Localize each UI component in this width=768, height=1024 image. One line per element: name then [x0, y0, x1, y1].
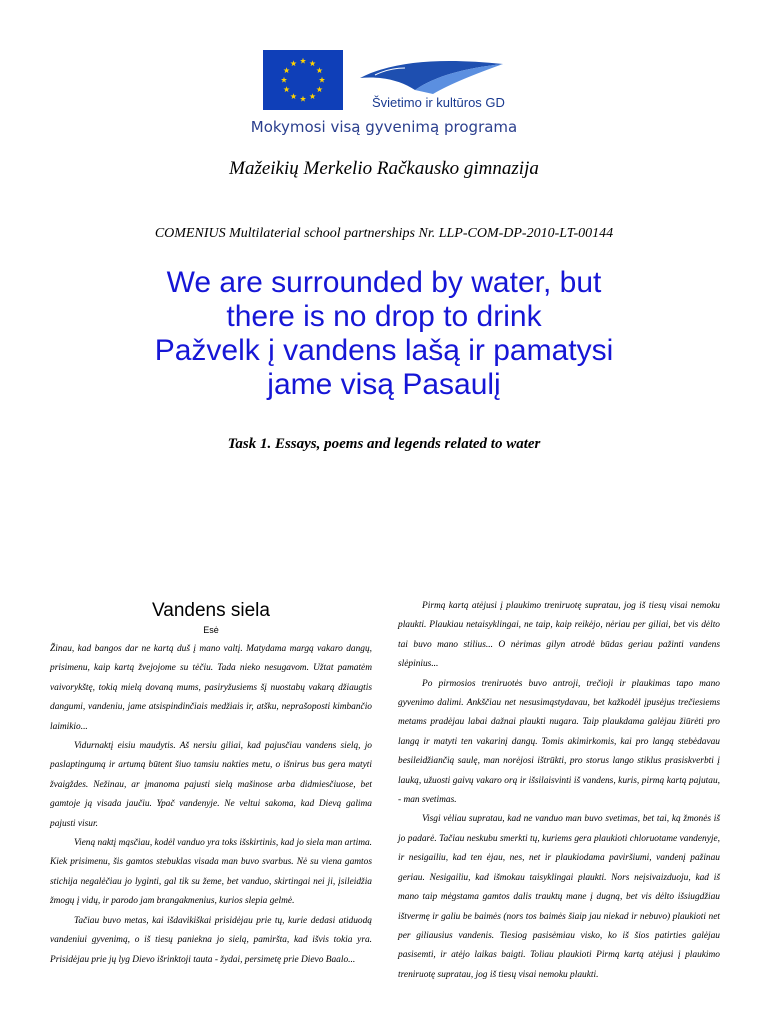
school-name: Mažeikių Merkelio Račkausko gimnazija	[229, 158, 539, 179]
eu-flag-icon	[263, 50, 343, 110]
paragraph: Vidurnaktį eisiu maudytis. Aš nersiu giliai, kad pajusčiau vandens sielą, jo paslaptingumą ir artumą būtent šiuo tamsiu nakties metu, o išnirus bus gera matyti žvaigždes. Nežinau, ar įmanoma pajusti sielą mašinose arba didmiesčiuose, bet gamtoje ją visada jaučiu. Ypač vandenyje. Ne veltui sakoma, kad Dievą galima pajusti visur.	[50, 741, 372, 829]
programme-name: Mokymosi visą gyvenimą programa	[250, 118, 518, 136]
paragraph: Pirmą kartą atėjusi į plaukimo treniruotę supratau, jog iš tiesų visai nemoku plaukti. Plaukiau netaisyklingai, ne taip, kaip reikėjo, nėriau per giliai, bet vis dėlto tai buvo mano stilius... O nėrimas gilyn atrodė būdas geriau pažinti vandens slėpinius...	[398, 601, 720, 670]
right-column	[398, 597, 720, 985]
main-headline	[0, 266, 768, 402]
paragraph: Po pirmosios treniruotės buvo antroji, trečioji ir plaukimas tapo mano gyvenimo dalimi. Ankščiau net nesusimąstydavau, bet kažkodėl įpusėjus trečiesiems metams pradėjau labai dažnai plaukti nugara. Taip plaukdama galėjau žiūrėti pro langą ir matyti ten vakarinį dangų. Tomis akimirkomis, kai pro langą stebėdavau besileidžiančią saulę, man norėjosi ištrūkti, pro storus lango stiklus prasiskverbti į lauką, užuosti gaivų vakaro orą ir išsilaisvinti iš vandens, kuris, pirmą kartą pajutau, - man svetimas.	[398, 678, 720, 806]
paragraph: Žinau, kad bangos dar ne kartą duš į mano valtį. Matydama margą vakaro dangų, prisimenu, kaip kartą žvejojome su tėčiu. Tada nieko nesugavom. Užtat pamatėm vaivorykštę, tokią mielą dovaną mums, pasiryžusiems šį nuostabų vakarą džiaugtis dangumi, vandeniu, jame atsispindinčiais medžiais ir, atšku, neprašoposti kimbančio laimikio...	[50, 644, 372, 732]
headline-line: there is no drop to drink	[226, 300, 542, 333]
project-number: COMENIUS Multilaterial school partnerships Nr. LLP-COM-DP-2010-LT-00144	[154, 226, 614, 241]
headline-line: We are surrounded by water, but	[166, 266, 602, 299]
essay-subtitle: Esė	[203, 625, 219, 635]
essay-title: Vandens siela	[152, 600, 270, 621]
paragraph: Vieną naktį mąsčiau, kodėl vanduo yra toks išskirtinis, kad jo siela man artima. Kiek prisimenu, šis gamtos stebuklas visada man buvo svarbus. Nė su viena gamtos stichija negalėčiau jo lyginti, gal tik su žeme, bet vanduo, skirtingai nei ji, įsileidžia žmogų į vidų, ir parodo jam brangakmenius, kurios slepia gelmė.	[50, 838, 372, 907]
agency-caption: Švietimo ir kultūros GD	[372, 95, 505, 110]
paragraph: Visgi vėliau supratau, kad ne vanduo man buvo svetimas, bet tai, ką žmonės iš jo padarė. Tačiau neskubu smerkti tų, kuriems gera plaukioti chloruotame vandenyje, ir nesigailiu, kad ten ėjau, nes, net ir plaukiodama paviršiumi, vandenį pažinau geriau. Nesigailiu, kad išmokau taisyklingai plaukti. Nors neįsivaizduoju, kad iš mano taip mėgstama gamtos dalis trauktų mane į dugną, bet vis dėlto išsiugdžiau ištvermę ir galiu be baimės (nors tos baimės šiaip jau niekad ir nebuvo) plaukioti net per giliausius vandenis. Tiesiog pasisėmiau visko, ko iš šios patirties galėjau pasisemti, ir atėjo laikas baigti. Toliau plaukioti Pirmą kartą atėjusi į plaukimo treniruotę supratau, jog iš tiesų visai nemoku plaukti.	[398, 814, 720, 980]
paragraph: Tačiau buvo metas, kai išdavikiškai prisidėjau prie tų, kurie dedasi atiduodą vandeniui gyvenimą, o iš tiesų panieknа jo sielą, pamiršta, kad išvis tokia yra. Prisidėjau prie jų lyg Dievo išrinktoji tauta - žydai, persimetę prie Dievo Baalo...	[50, 915, 372, 965]
eu-flag-stars	[263, 50, 343, 110]
headline-line: jame visą Pasaulį	[267, 368, 501, 401]
headline-line: Pažvelk į vandens lašą ir pamatysi	[154, 334, 614, 367]
logo-banner	[0, 0, 768, 145]
task-title: Task 1. Essays, poems and legends related to water	[227, 436, 541, 452]
left-column	[50, 640, 372, 970]
